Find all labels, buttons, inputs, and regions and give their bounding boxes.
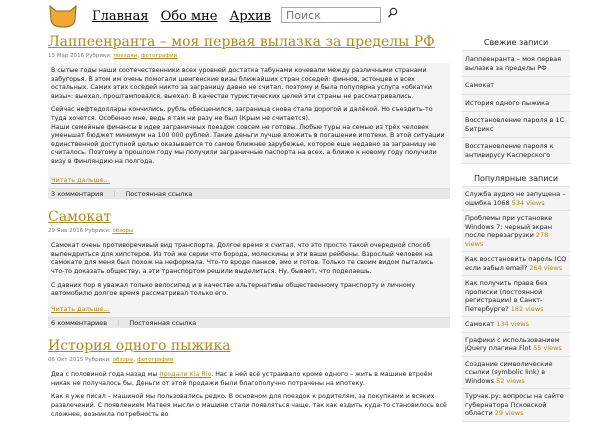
- post-meta: 13 Мар 2016 Рубрики: поездки, фотографии: [48, 53, 178, 59]
- read-more-link[interactable]: Читать дальше…: [51, 175, 111, 184]
- post-date: 06 Окт 2015: [48, 357, 84, 364]
- post-meta: 06 Окт 2015 Рубрики: обзоры, фотографии: [48, 357, 174, 364]
- popular-post-link[interactable]: Как восстановить пароль ICQ если забыл email?: [465, 255, 567, 272]
- popular-post-link[interactable]: Проблемы при установке Windows 7: черный экран после перезагрузки: [465, 214, 553, 239]
- post-paragraph: Самокат очень противоречивый вид транспорта. Долгое время я считал, что это просто такой очередной способ выпендриться для хипстеров. Из той же серии что борода, молескины и эти ваши рейбены. Взрослый человек на самокате для меня был похож на неформала. Что-то вроде панков, эмо и готов. Только те своим видом пытались что-то доказать обществу, а эти транспортом решили выделиться. Ну, бывает, что поделаешь.: [51, 242, 434, 275]
- comments-link[interactable]: 6 комментариев: [51, 319, 108, 328]
- post-body: [48, 367, 450, 427]
- view-count: 182 views: [510, 304, 544, 313]
- popular-post: [462, 211, 570, 252]
- nav-home[interactable]: Главная: [92, 9, 149, 24]
- rubric-link[interactable]: фотографии: [140, 53, 178, 59]
- post-footer: [48, 317, 450, 328]
- recent-post-link[interactable]: Восстановление пароля в 1С Битрикс: [462, 112, 570, 138]
- rubric-link[interactable]: обзоры: [112, 228, 134, 235]
- popular-post-link[interactable]: Самокат: [465, 320, 495, 328]
- popular-post: [462, 317, 570, 333]
- post: [48, 34, 450, 199]
- sidebar: [462, 32, 570, 422]
- view-count: 52 views: [496, 376, 525, 385]
- post-body: [48, 238, 450, 317]
- post-title[interactable]: История одного пыжика: [48, 338, 231, 355]
- popular-posts-widget: [462, 186, 570, 422]
- post-paragraph: Два с половиной года назад мы продали Kia Rio. Нас в ней всё устраивало кроме одного – жить в машине втроём никак не получалось бы. Деньги от этой продажи были благополучно потрачены на ипотеку.: [51, 371, 433, 387]
- popular-posts-title: Популярные записи: [473, 174, 559, 183]
- popular-post-link[interactable]: Турчак.ру: вопросы на сайте губернатора Псковской области: [465, 392, 564, 417]
- post-date: 29 Янв 2016: [48, 228, 84, 235]
- recent-post-link[interactable]: История одного пыжика: [462, 95, 570, 113]
- post-body: [48, 63, 450, 188]
- cat-logo-icon[interactable]: [48, 4, 78, 28]
- post-footer: [48, 188, 450, 199]
- popular-post-link[interactable]: Служба аудио не запущена – ошибка 1068: [465, 190, 566, 207]
- popular-post-link[interactable]: Создание символические ссылки (symbolic link) в Windows: [465, 359, 553, 385]
- inline-link[interactable]: продали Kia Rio: [159, 371, 212, 379]
- popular-post: [462, 252, 570, 276]
- popular-post: [462, 357, 570, 390]
- recent-posts-title: Свежие записи: [483, 38, 549, 47]
- comments-link[interactable]: 3 комментария: [51, 190, 104, 199]
- view-count: 134 views: [496, 320, 530, 328]
- nav-archive[interactable]: Архив: [229, 9, 271, 24]
- permalink[interactable]: Постоянная ссылка: [125, 190, 193, 199]
- post-paragraph: В сытые годы наши соотечественники всех уровней достатка табунами кочевали между различными странами забугорья. В этом им очень помогали шенгенские визы ближайших стран соседей: финнов, эстонцев и всех остальных. Самих этих соседей никто за заграницу давно не считал, поэтому и была популярна услуга «обкатки визы»: выехал, проштамповался, выехал. В качестве туристических целей эти страны не рассматривались.: [51, 67, 432, 100]
- popular-post-link[interactable]: Как получить права без прописки (постоянной регистрации) в Санкт-Петербурге?: [465, 279, 548, 313]
- main-content: [48, 32, 450, 433]
- search-icon[interactable]: [387, 7, 399, 19]
- divider: |: [113, 190, 116, 199]
- rubric-link[interactable]: фотографии: [137, 357, 174, 364]
- permalink[interactable]: Постоянная ссылка: [129, 319, 197, 328]
- popular-post: [462, 276, 570, 317]
- post-paragraph: Как я уже писал – машиной мы пользовались редко. В основном для поездок к родителям, за покупками и всяких развлечений. С появлением Матвея мысли о машине стали появляться чаще, так как ездить куда-то становилось всё сложнее, возникла потребность во: [51, 393, 447, 418]
- post-date: 13 Мар 2016: [48, 53, 85, 59]
- view-count: 264 views: [529, 263, 563, 272]
- rubric-label: Рубрики:: [85, 357, 111, 364]
- divider: |: [117, 319, 120, 328]
- post-meta: [48, 227, 450, 235]
- recent-posts-widget: [462, 50, 570, 164]
- popular-post: [462, 389, 570, 422]
- post-title[interactable]: Самокат: [48, 209, 112, 226]
- rubric-label: Рубрики:: [85, 53, 112, 59]
- read-more-link[interactable]: Читать дальше…: [51, 304, 111, 313]
- view-count: 534 views: [511, 198, 545, 207]
- post: [48, 338, 450, 427]
- post: [48, 209, 450, 328]
- recent-post-link[interactable]: Восстановление пароля к антивирусу Касперского: [462, 138, 570, 164]
- rubric-label: Рубрики:: [84, 228, 111, 235]
- post-paragraph: С давних пор я уважал только велосипед и в качестве альтернативы общественному транспорту и личному автомобилю долгое время рассматривал только его.: [51, 281, 416, 298]
- post-paragraph: Сейчас нефтедоллары кончились, рубль обесценился, заграница снова стала дорогой и далёкой. Но съездить-то туда хочется. Особенно мне, ведь я там ни разу не был (Крым не считается). Наши семейные финансы в идее заграничных поездок совсем не готовы. Любые туры на семью из трёх человек уменьшат бюджет минимум на 100 000 рублей. Такие деньги лучше вложить в погашение ипотеки. В этой ситуации единственной доступной целью оказывается то самое ближнее зарубежье, которое еще недавно за заграницу не считалось. Поэтому в прошлом году мы получили заграничные паспорта на всех, а ближе к новому году получили визу в Финляндию на полгода.: [51, 106, 445, 165]
- rubric-link[interactable]: поездки: [113, 53, 138, 59]
- nav-about[interactable]: Обо мне: [160, 9, 218, 24]
- rubric-link[interactable]: обзоры: [112, 357, 134, 364]
- popular-post: [462, 187, 570, 211]
- recent-post-link[interactable]: Самокат: [462, 77, 570, 95]
- view-count: 278 views: [465, 231, 549, 248]
- post-title[interactable]: Лаппеенранта – моя первая вылазка за пределы РФ: [48, 34, 435, 50]
- recent-post-link[interactable]: Лаппеенранта – моя первая вылазка за пределы РФ: [462, 51, 570, 77]
- site-header: [0, 0, 600, 36]
- view-count: 29 views: [494, 409, 524, 417]
- popular-post: [462, 333, 570, 357]
- view-count: 55 views: [533, 344, 562, 352]
- popular-post-link[interactable]: Графики с использованием jQuery плагина Flot: [465, 335, 560, 352]
- search-input[interactable]: [281, 7, 381, 23]
